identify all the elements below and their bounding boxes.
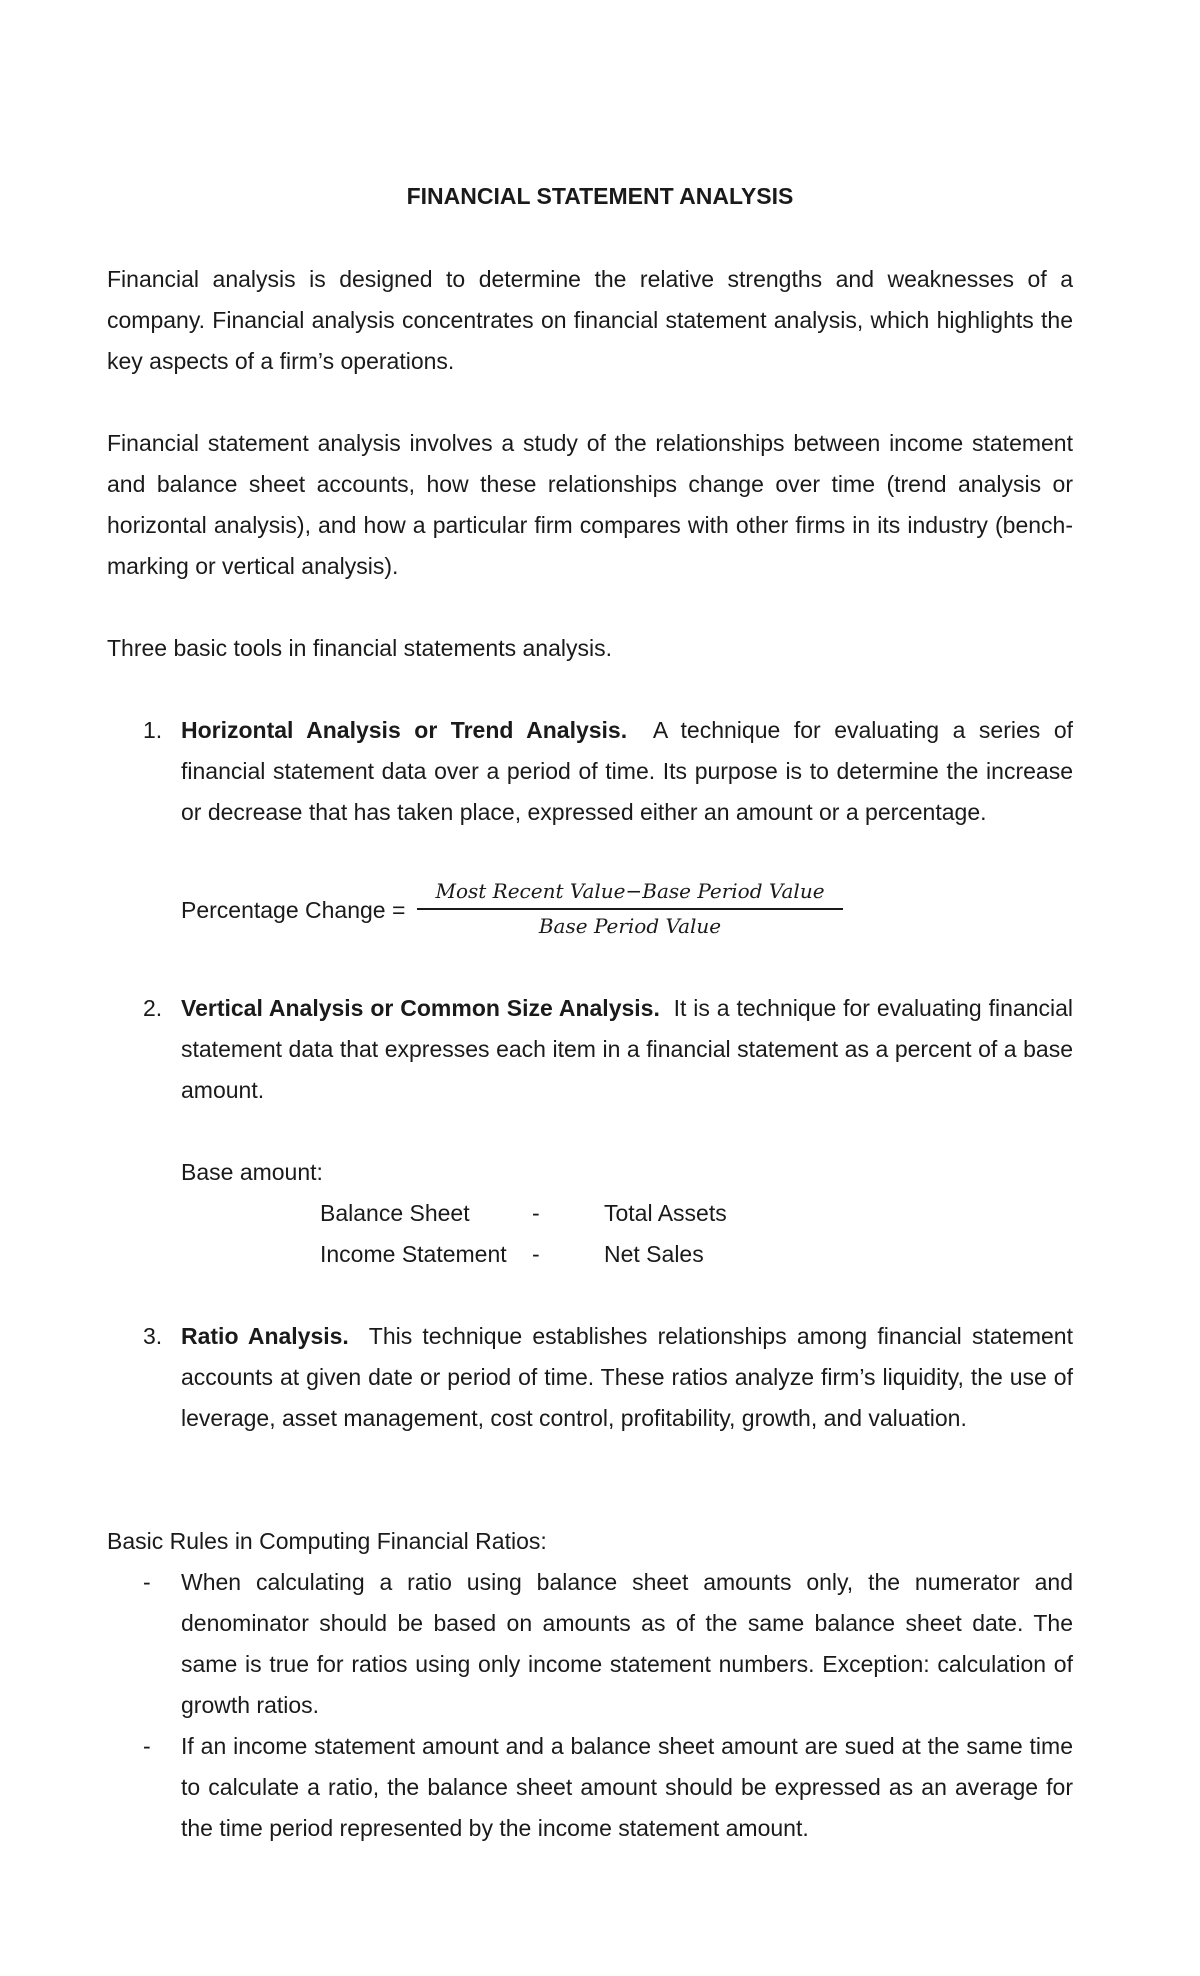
base-amount-row: [320, 1193, 820, 1234]
tool-description: This technique establishes relationships among financial statement accounts at given date or period of time. These ratios analyze firm’s liquidity, the use of leverage, asset management, cost control, profitability, growth, and valuation.: [181, 1323, 1073, 1431]
formula-numerator: Most Recent Value−Base Period Value: [417, 876, 843, 910]
base-value: Total Assets: [604, 1200, 727, 1226]
tool-description: It is a technique for evaluating financial statement data that expresses each item in a financial statement as a percent of a base amount.: [181, 995, 1073, 1103]
statement-name: Balance Sheet: [320, 1200, 470, 1226]
tool-description: A technique for evaluating a series of financial statement data over a period of time. Its purpose is to determine the increase or decrease that has taken place, expressed either an amount or a percentage.: [181, 717, 1073, 825]
tool-body: [181, 1316, 1073, 1439]
analysis-paragraph: Financial statement analysis involves a study of the relationships between income statement and balance sheet accounts, how these relationships change over time (trend analysis or horizontal analysis), and how a particular firm compares with other firms in its industry (bench-marking or vertical analysis).: [107, 430, 1073, 579]
bullet-dash: -: [143, 1569, 151, 1595]
list-number: 1.: [143, 717, 163, 743]
formula-denominator: Base Period Value: [538, 914, 722, 938]
formula-label: Percentage Change =: [181, 897, 406, 923]
statement-name: Income Statement: [320, 1241, 507, 1267]
row-separator: -: [532, 1200, 540, 1226]
rules-title: Basic Rules in Computing Financial Ratios:: [107, 1528, 547, 1554]
tool-body: [181, 988, 1073, 1111]
rule-text: When calculating a ratio using balance sheet amounts only, the numerator and denominator should be based on amounts as of the same balance sheet date. The same is true for ratios using only income statement numbers. Exception: calculation of growth ratios.: [181, 1569, 1073, 1718]
page-title: FINANCIAL STATEMENT ANALYSIS: [406, 183, 794, 209]
tool-heading: Horizontal Analysis or Trend Analysis.: [181, 717, 628, 743]
list-number: 3.: [143, 1323, 163, 1349]
tool-body: [181, 710, 1073, 833]
intro-paragraph: Financial analysis is designed to determine the relative strengths and weaknesses of a company. Financial analysis concentrates on financial statement analysis, which highlights the key aspects of a firm’s operations.: [107, 266, 1073, 374]
bullet-dash: -: [143, 1733, 151, 1759]
formula-fraction: [417, 876, 843, 942]
tool-heading: Ratio Analysis.: [181, 1323, 349, 1349]
tool-heading: Vertical Analysis or Common Size Analysis.: [181, 995, 660, 1021]
base-amount-label: Base amount:: [181, 1159, 323, 1185]
base-amount-row: [320, 1234, 820, 1275]
rule-text: If an income statement amount and a balance sheet amount are sued at the same time to calculate a ratio, the balance sheet amount should be expressed as an average for the time period represented by the income statement amount.: [181, 1733, 1073, 1841]
list-number: 2.: [143, 995, 163, 1021]
base-value: Net Sales: [604, 1241, 704, 1267]
row-separator: -: [532, 1241, 540, 1267]
tools-intro: Three basic tools in financial statements analysis.: [107, 635, 612, 661]
